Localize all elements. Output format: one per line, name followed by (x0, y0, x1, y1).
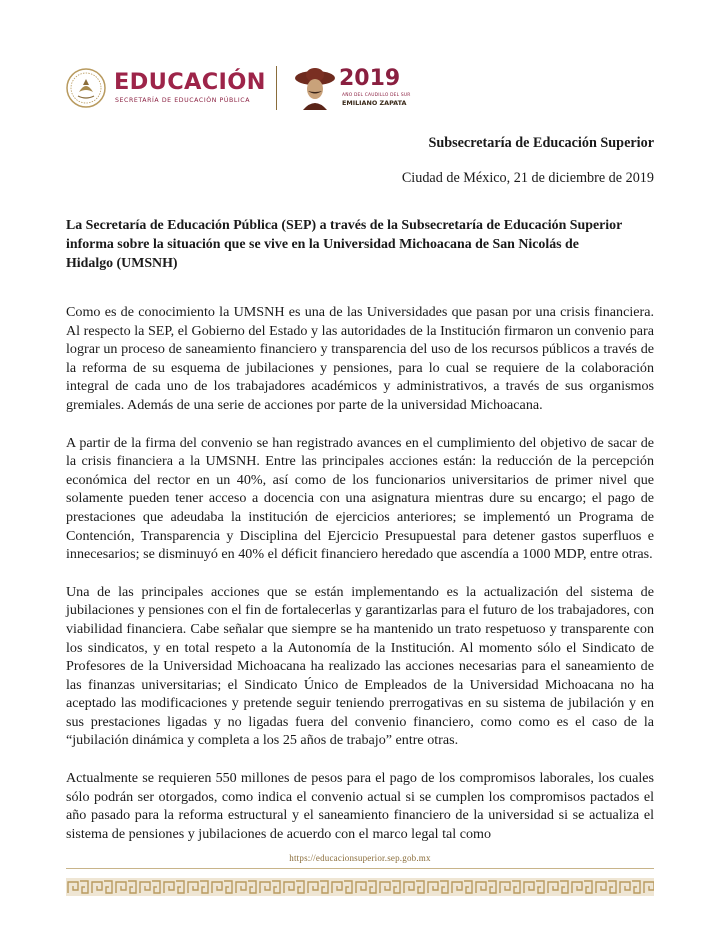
body-paragraph: Una de las principales acciones que se están implementando es la actualización del sistema de jubilaciones y pensiones con el fin de fortalecerlas y garantizarlas para el futuro de los trabajadores, con viabilidad financiera. Cabe señalar que siempre se ha mantenido un trato respetuoso y transparente con los sindicatos, y en total respeto a la Autonomía de la Institución. Al momento sólo el Sindicato de Profesores de la Universidad Michoacana ha realizado las acciones necesarias para el saneamiento de las finanzas universitarias; el Sindicato Único de Empleados de la Universidad Michoacana no ha aceptado las modificaciones y pretende seguir teniendo prerrogativas en su sistema de jubilación y en sus prestaciones ligadas y no ligadas fuera del convenio financiero, como como es el caso de la “jubilación dinámica y completa a los 25 años de trabajo” entre otras. (66, 583, 654, 749)
document-body (66, 303, 654, 862)
year-logo-name: EMILIANO ZAPATA (342, 99, 407, 107)
body-paragraph: Actualmente se requieren 550 millones de pesos para el pago de los compromisos laborales, los cuales sólo podrán ser otorgados, como indica el convenio actual si se cumplen los compromisos pactados el año pasado para la reforma estructural y el saneamiento financiero de la universidad si se actualiza el sistema de pensiones y jubilaciones de acuerdo con el marco legal tal como (66, 770, 654, 842)
emiliano-zapata-portrait-icon (294, 66, 336, 110)
education-logo-title: EDUCACIÓN (114, 69, 266, 95)
decorative-pattern-band (66, 878, 654, 896)
footer-divider (66, 868, 654, 869)
year-logo: 2019 (339, 66, 401, 91)
subsecretaria-heading: Subsecretaría de Educación Superior (428, 135, 654, 151)
mexican-coat-of-arms-icon (66, 68, 106, 108)
footer-url[interactable]: https://educacionsuperior.sep.gob.mx (289, 853, 431, 863)
document-title: La Secretaría de Educación Pública (SEP) a través de la Subsecretaría de Educación Superior informa sobre la situación que se vive en la Universidad Michoacana de San Nicolás de Hidalgo (UMSNH) (66, 218, 622, 271)
dateline: Ciudad de México, 21 de diciembre de 2019 (401, 170, 654, 186)
header-divider (276, 66, 277, 110)
header-logos (66, 64, 416, 114)
body-paragraph: A partir de la firma del convenio se han registrado avances en el cumplimiento del objetivo de sacar de la crisis financiera a la UMSNH. Entre las principales acciones están: la reducción de la percepción económica del rector en un 40%, así como de los funcionarios universitarios de primer nivel que solamente pueden tener acceso a docencia con una asignatura mientras dure su encargo; el pago de prestaciones que adeudaba la institución de ejercicios anteriores; se implementó un Programa de Contención, Transparencia y Disciplina del Ejercicio Presupuestal para detener gastos superfluos e innecesarios; se disminuyó en 40% el déficit financiero heredado que ascendía a 1000 MDP, entre otras. (66, 434, 654, 563)
year-logo-subtitle: AÑO DEL CAUDILLO DEL SUR (342, 93, 411, 98)
education-logo-subtitle: SECRETARÍA DE EDUCACIÓN PÚBLICA (115, 97, 251, 104)
body-paragraph: Como es de conocimiento la UMSNH es una de las Universidades que pasan por una crisis financiera. Al respecto la SEP, el Gobierno del Estado y las autoridades de la Institución firmaron un convenio para lograr un proceso de saneamiento financiero y transparencia del uso de los recursos públicos a través de la reforma de su esquema de jubilaciones y pensiones, para lo cual se requiere de la colaboración integral de cada uno de los trabajadores académicos y administrativos, a través de sus organismos gremiales. Además de una serie de acciones por parte de la universidad Michoacana. (66, 304, 654, 413)
